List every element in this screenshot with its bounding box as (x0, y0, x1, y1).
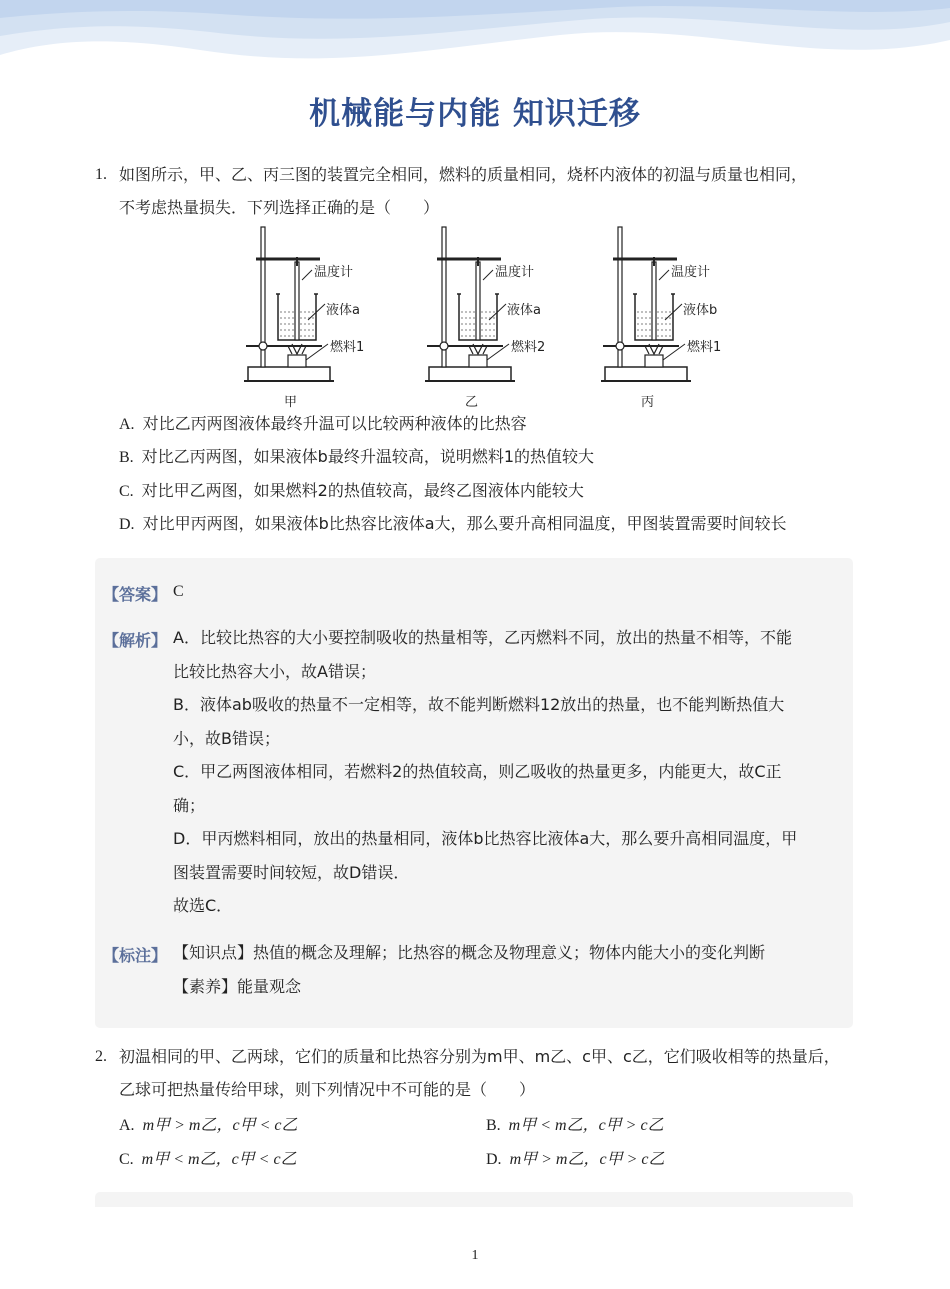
analysis-line: 小，故B错误； (173, 728, 280, 748)
analysis-tag: 【解析】 (103, 631, 168, 650)
option-text: 对比甲乙两图，如果燃料2的热值较高，最终乙图液体内能较大 (141, 481, 584, 500)
option-text: 对比乙丙两图液体最终升温可以比较两种液体的比热容 (142, 414, 527, 433)
option-b[interactable]: B. 对比乙丙两图，如果液体b最终升温较高，说明燃料1的热值较大 (119, 447, 595, 466)
option-text: 对比乙丙两图，如果液体b最终升温较高，说明燃料1的热值较大 (141, 447, 595, 466)
figure-label-fuel: 燃料1 (330, 340, 365, 355)
figure-label-fuel: 燃料1 (687, 340, 722, 355)
figure-label-liquid: 液体a (507, 303, 541, 318)
figure-label-liquid: 液体a (326, 303, 360, 318)
question-stem-line: 如图所示，甲、乙、丙三图的装置完全相同，燃料的质量相同，烧杯内液体的初温与质量也相同， (119, 165, 808, 184)
figure-label-thermometer: 温度计 (671, 265, 711, 280)
page-number: 1 (471, 1248, 479, 1263)
answer-analysis-panel-q2 (95, 1192, 853, 1207)
apparatus-setup-jia (244, 227, 364, 410)
figure-label-fuel: 燃料2 (511, 340, 546, 355)
figure-label-liquid: 液体b (683, 303, 718, 318)
analysis-line: 确； (173, 795, 206, 815)
note-line: 【素养】能量观念 (173, 976, 302, 996)
experiment-apparatus-figure (240, 222, 722, 412)
option-text: m甲 < m乙，c甲 > c乙 (508, 1117, 664, 1134)
question-stem-line: 乙球可把热量传给甲球，则下列情况中不可能的是（ ） (119, 1080, 536, 1099)
note-body (173, 936, 833, 1003)
note-tag: 【标注】 (103, 946, 168, 965)
analysis-line: B．液体ab吸收的热量不一定相等，故不能判断燃料12放出的热量，也不能判断热值大 (173, 695, 785, 714)
apparatus-setup-yi (425, 227, 545, 410)
option-text: m甲 > m乙，c甲 > c乙 (509, 1151, 665, 1168)
question-number: 1. (95, 166, 107, 183)
option-a[interactable]: A. 对比乙丙两图液体最终升温可以比较两种液体的比热容 (119, 414, 527, 433)
header-wave-decoration (0, 0, 950, 80)
note-line: 【知识点】热值的概念及理解；比热容的概念及物理意义；物体内能大小的变化判断 (173, 943, 766, 962)
analysis-line: D．甲丙燃料相同，放出的热量相同，液体b比热容比液体a大，那么要升高相同温度，甲 (173, 829, 798, 848)
figure-caption-yi: 乙 (465, 395, 479, 410)
option-c[interactable]: C. 对比甲乙两图，如果燃料2的热值较高，最终乙图液体内能较大 (119, 481, 584, 500)
figure-label-thermometer: 温度计 (495, 265, 535, 280)
option-text: m甲 < m乙，c甲 < c乙 (141, 1151, 297, 1168)
question-2-stem (95, 1040, 855, 1106)
analysis-line: A．比较比热容的大小要控制吸收的热量相等，乙丙燃料不同，放出的热量不相等，不能 (173, 628, 792, 647)
page-title: 机械能与内能 知识迁移 (309, 96, 641, 132)
q2-option-d[interactable]: D. m甲 > m乙，c甲 > c乙 (486, 1151, 665, 1168)
option-d[interactable]: D. 对比甲丙两图，如果液体b比热容比液体a大，那么要升高相同温度，甲图装置需要时间较长 (119, 514, 787, 533)
figure-caption-bing: 丙 (641, 395, 655, 410)
figure-caption-jia: 甲 (284, 395, 298, 410)
option-text: 对比甲丙两图，如果液体b比热容比液体a大，那么要升高相同温度，甲图装置需要时间较长 (142, 514, 787, 533)
question-stem-line: 初温相同的甲、乙两球，它们的质量和比热容分别为m甲、m乙、c甲、c乙，它们吸收相等的热量后， (119, 1047, 840, 1066)
analysis-line: 图装置需要时间较短，故D错误． (173, 862, 410, 882)
option-text: m甲 > m乙，c甲 < c乙 (142, 1117, 298, 1134)
question-number: 2. (95, 1048, 107, 1065)
question-1-stem (95, 158, 855, 224)
analysis-line: 比较比热容大小，故A错误； (173, 661, 376, 681)
figure-label-thermometer: 温度计 (314, 265, 354, 280)
question-stem-line: 不考虑热量损失．下列选择正确的是（ ） (119, 198, 440, 217)
q2-option-b[interactable]: B. m甲 < m乙，c甲 > c乙 (486, 1117, 664, 1134)
analysis-body (173, 621, 833, 923)
analysis-line: 故选C． (173, 896, 233, 915)
analysis-line: C．甲乙两图液体相同，若燃料2的热值较高，则乙吸收的热量更多，内能更大，故C正 (173, 762, 782, 781)
q2-option-c[interactable]: C. m甲 < m乙，c甲 < c乙 (119, 1151, 297, 1168)
apparatus-setup-bing (601, 227, 721, 410)
q2-option-a[interactable]: A. m甲 > m乙，c甲 < c乙 (119, 1117, 298, 1134)
answer-value: C (173, 583, 184, 600)
answer-tag: 【答案】 (103, 585, 168, 604)
